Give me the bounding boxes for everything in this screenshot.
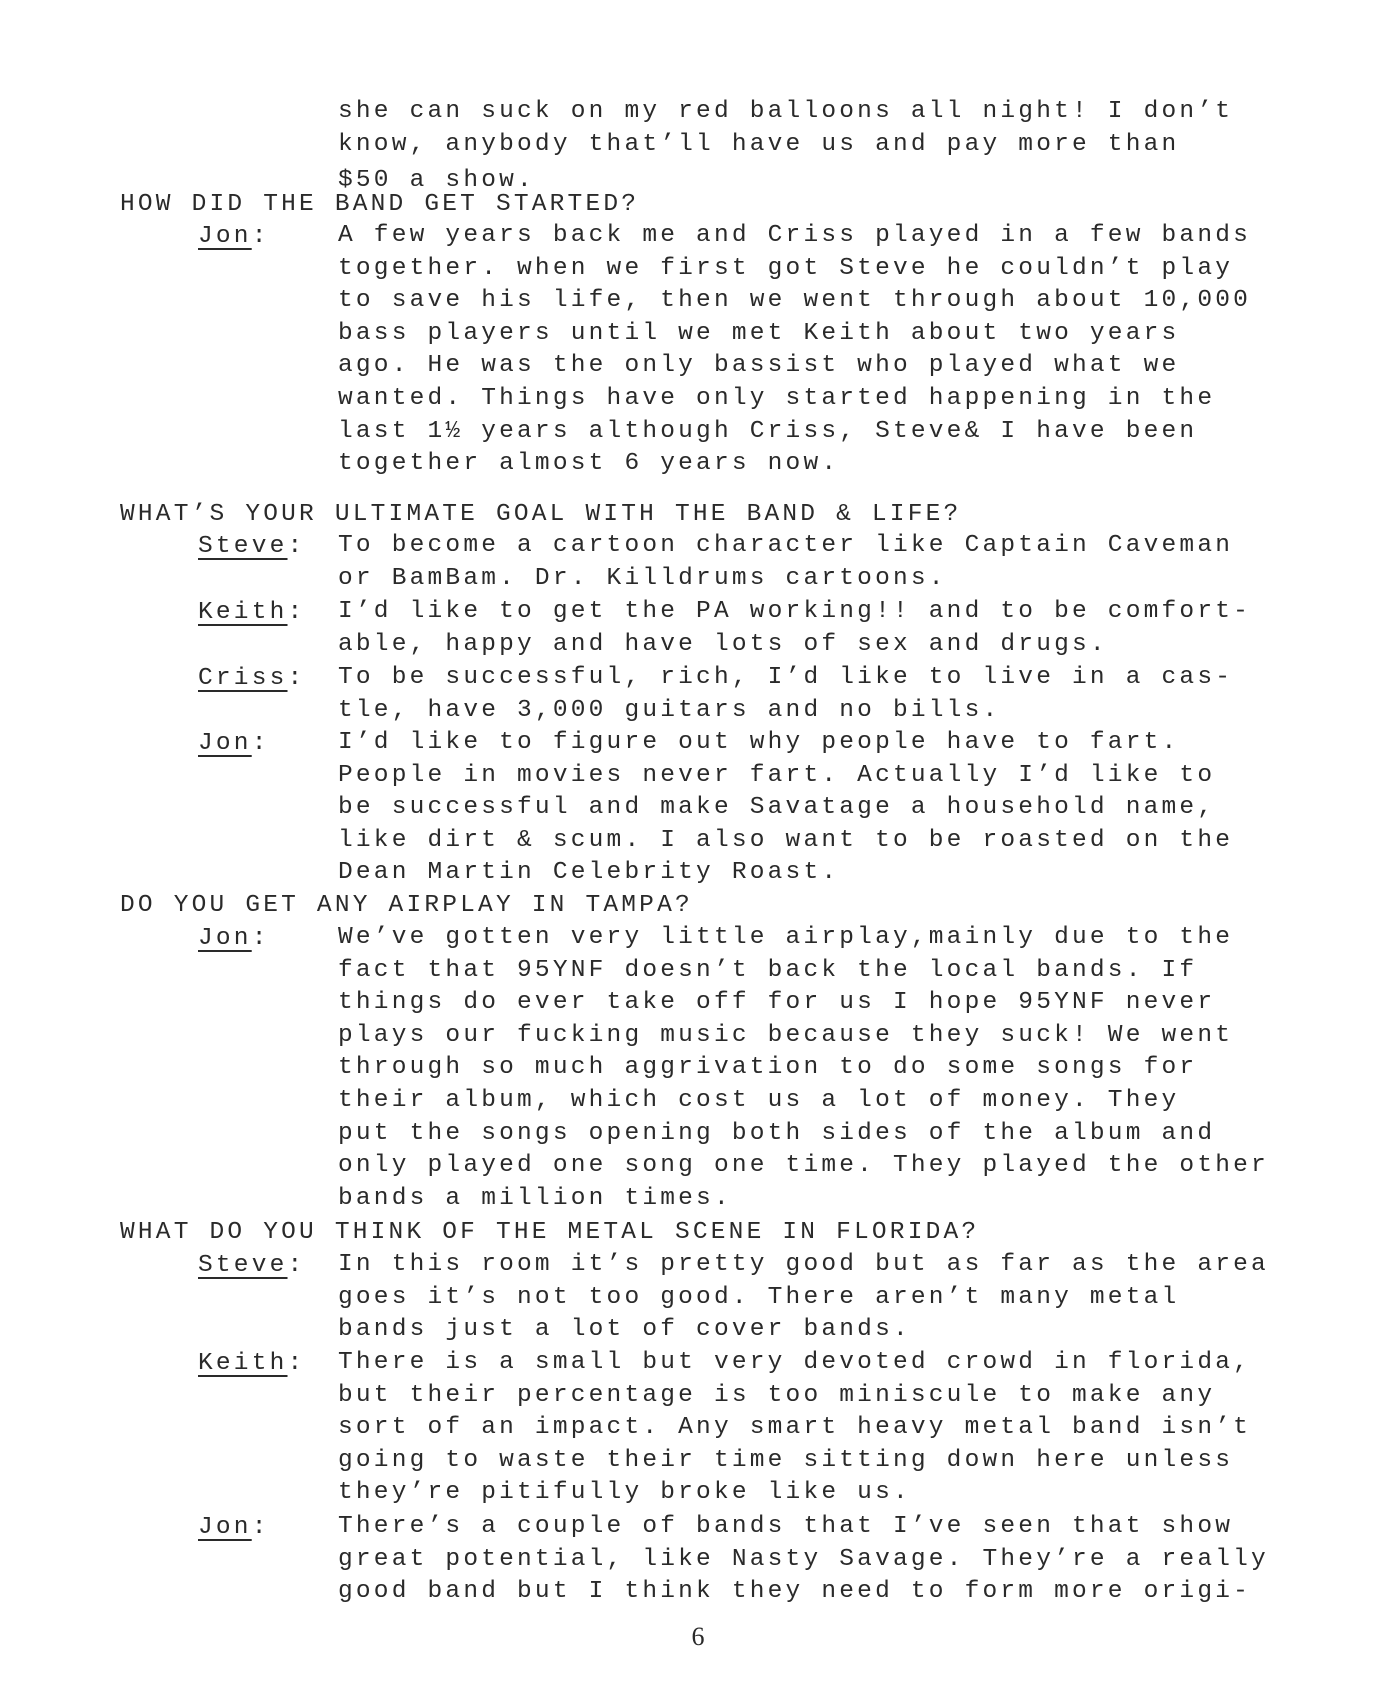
text-line: I’d like to get the PA working!! and to be comfort- bbox=[338, 598, 1252, 625]
text-line: goes it’s not too good. There aren’t many metal bbox=[338, 1283, 1180, 1311]
answer-text bbox=[338, 220, 1368, 481]
text-line: she can suck on my red balloons all night! I don’t bbox=[338, 98, 1234, 125]
text-line: We’ve gotten very little airplay,mainly due to the bbox=[338, 924, 1234, 951]
text-line: good band but I think they need to form more origi- bbox=[338, 1578, 1252, 1606]
question-heading: DO YOU GET ANY AIRPLAY IN TAMPA? bbox=[120, 892, 693, 919]
answer-text bbox=[338, 1347, 1368, 1510]
text-line: or BamBam. Dr. Killdrums cartoons. bbox=[338, 564, 947, 592]
text-line: like dirt & scum. I also want to be roasted on the bbox=[338, 826, 1234, 854]
intro-text bbox=[338, 96, 1368, 197]
speaker-name: Steve bbox=[198, 533, 288, 560]
speaker-name: Jon bbox=[198, 925, 252, 952]
speaker-name: Keith bbox=[198, 599, 288, 626]
question-heading: HOW DID THE BAND GET STARTED? bbox=[120, 191, 640, 218]
text-line: great potential, like Nasty Savage. They’re a really bbox=[338, 1545, 1269, 1573]
speaker-name: Jon bbox=[198, 1514, 252, 1541]
speaker-label: Steve: bbox=[198, 533, 306, 560]
speaker-label: Jon: bbox=[198, 1514, 270, 1541]
text-line: wanted. Things have only started happening in the bbox=[338, 384, 1216, 412]
speaker-label: Keith: bbox=[198, 599, 306, 626]
text-line: There is a small but very devoted crowd in florida, bbox=[338, 1349, 1252, 1376]
answer-text bbox=[338, 727, 1368, 890]
text-line: to save his life, then we went through about 10,000 bbox=[338, 287, 1252, 315]
speaker-label: Steve: bbox=[198, 1252, 306, 1279]
text-line: plays our fucking music because they suck! We went bbox=[338, 1021, 1234, 1049]
text-line: tle, have 3,000 guitars and no bills. bbox=[338, 696, 1001, 724]
text-line: A few years back me and Criss played in a few bands bbox=[338, 222, 1252, 249]
question-heading: WHAT’S YOUR ULTIMATE GOAL WITH THE BAND & LIFE? bbox=[120, 501, 962, 528]
speaker-name: Jon bbox=[198, 730, 252, 757]
text-line: There’s a couple of bands that I’ve seen that show bbox=[338, 1513, 1234, 1540]
answer-text bbox=[338, 662, 1368, 727]
text-line: bass players until we met Keith about two years bbox=[338, 319, 1180, 347]
speaker-name: Criss bbox=[198, 665, 288, 692]
text-line: only played one song one time. They played the other bbox=[338, 1152, 1269, 1180]
text-line: In this room it’s pretty good but as far as the area bbox=[338, 1251, 1269, 1278]
text-line: know, anybody that’ll have us and pay more than bbox=[338, 130, 1180, 158]
speaker-label: Keith: bbox=[198, 1350, 306, 1377]
text-line: To become a cartoon character like Captain Caveman bbox=[338, 532, 1234, 559]
text-line: their album, which cost us a lot of money. They bbox=[338, 1086, 1180, 1114]
text-line: sort of an impact. Any smart heavy metal band isn’t bbox=[338, 1414, 1252, 1442]
answer-text bbox=[338, 596, 1368, 661]
text-line: last 1½ years although Criss, Steve& I have been bbox=[338, 417, 1198, 445]
text-line: bands just a lot of cover bands. bbox=[338, 1316, 911, 1344]
speaker-label: Jon: bbox=[198, 223, 270, 250]
speaker-label: Jon: bbox=[198, 730, 270, 757]
text-line: put the songs opening both sides of the album and bbox=[338, 1119, 1216, 1147]
text-line: be successful and make Savatage a household name, bbox=[338, 794, 1216, 822]
text-line: fact that 95YNF doesn’t back the local bands. If bbox=[338, 956, 1198, 984]
answer-text bbox=[338, 1511, 1368, 1609]
answer-text bbox=[338, 1249, 1368, 1347]
text-line: together almost 6 years now. bbox=[338, 450, 840, 478]
text-line: Dean Martin Celebrity Roast. bbox=[338, 859, 840, 887]
page-number: 6 bbox=[691, 1622, 705, 1651]
speaker-label: Jon: bbox=[198, 925, 270, 952]
text-line: going to waste their time sitting down here unless bbox=[338, 1446, 1234, 1474]
text-line: they’re pitifully broke like us. bbox=[338, 1479, 911, 1507]
text-line: To be successful, rich, I’d like to live in a cas- bbox=[338, 664, 1234, 691]
text-line: I’d like to figure out why people have to fart. bbox=[338, 729, 1180, 756]
text-line: ago. He was the only bassist who played what we bbox=[338, 352, 1180, 380]
text-line: able, happy and have lots of sex and drugs. bbox=[338, 630, 1108, 658]
text-line: People in movies never fart. Actually I’d like to bbox=[338, 761, 1216, 789]
speaker-name: Jon bbox=[198, 223, 252, 250]
text-line: $50 a show. bbox=[338, 166, 535, 194]
text-line: together. when we first got Steve he couldn’t play bbox=[338, 254, 1234, 282]
text-line: bands a million times. bbox=[338, 1184, 732, 1212]
text-line: through so much aggrivation to do some songs for bbox=[338, 1054, 1198, 1082]
speaker-label: Criss: bbox=[198, 665, 306, 692]
answer-text bbox=[338, 530, 1368, 595]
question-heading: WHAT DO YOU THINK OF THE METAL SCENE IN FLORIDA? bbox=[120, 1219, 980, 1246]
speaker-name: Steve bbox=[198, 1252, 288, 1279]
text-line: but their percentage is too miniscule to make any bbox=[338, 1381, 1216, 1409]
speaker-name: Keith bbox=[198, 1350, 288, 1377]
answer-text bbox=[338, 922, 1368, 1215]
text-line: things do ever take off for us I hope 95YNF never bbox=[338, 989, 1216, 1017]
